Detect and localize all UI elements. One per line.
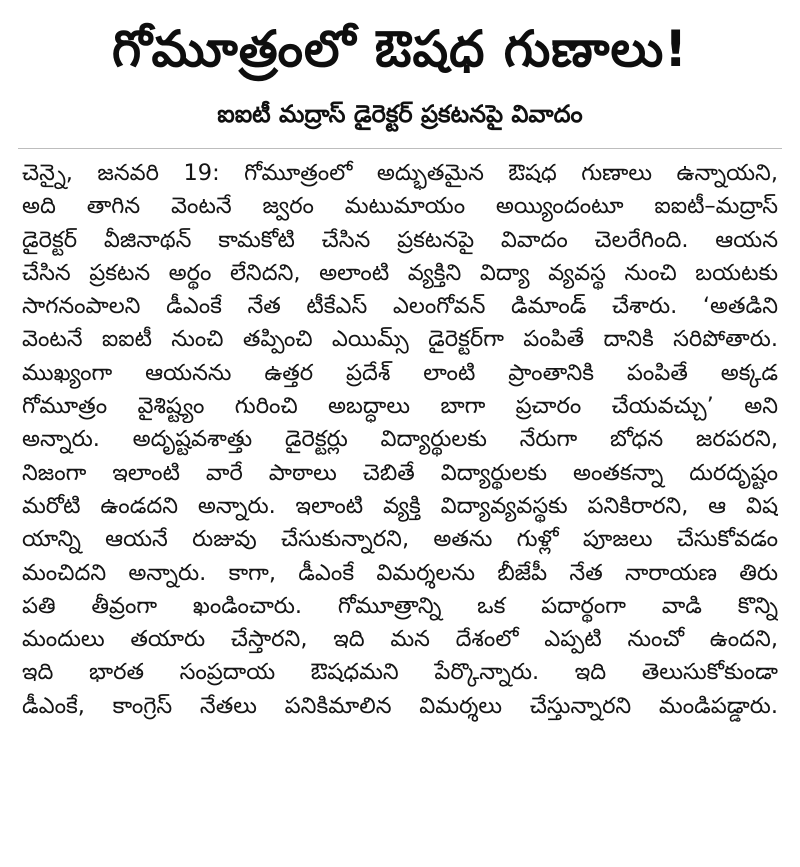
body-line: ఇది భారత సంప్రదాయ ఔషధమని పేర్కొన్నారు. ఇది తెలుసుకోకుండా — [22, 659, 778, 686]
body-line: పతి తీవ్రంగా ఖండించారు. గోమూత్రాన్ని ఒక పదార్థంగా వాడి కొన్ని — [22, 592, 778, 619]
body-line: వెంటనే ఐఐటీ నుంచి తప్పించి ఎయిమ్స్ డైరెక్టర్‌గా పంపితే దానికి సరిపోతారు. — [22, 326, 778, 353]
body-line: చేసిన ప్రకటన అర్థం లేనిదని, అలాంటి వ్యక్తిని విద్యా వ్యవస్థ నుంచి బయటకు — [22, 259, 778, 286]
body-line: యాన్ని ఆయనే రుజువు చేసుకున్నారని, అతను గుళ్లో పూజలు చేసుకోవడం — [22, 526, 778, 553]
body-line: చెన్నై, జనవరి 19: గోమూత్రంలో అద్భుతమైన ఔషధ గుణాలు ఉన్నాయని, — [22, 160, 778, 186]
headline: గోమూత్రంలో ఔషధ గుణాలు! — [111, 20, 689, 78]
body-line: అది తాగిన వెంటనే జ్వరం మటుమాయం అయ్యిందంటూ ఐఐటీ–మద్రాస్ — [22, 193, 778, 220]
article-body — [22, 157, 778, 723]
body-line: డీఎంకే, కాంగ్రెస్ నేతలు పనికిమాలిన విమర్శలు చేస్తున్నారని మండిపడ్డారు. — [22, 692, 778, 719]
body-line: మంచిదని అన్నారు. కాగా, డీఎంకే విమర్శలను బీజేపీ నేత నారాయణ తిరు — [22, 559, 778, 586]
divider — [18, 148, 782, 149]
body-line: మరోటి ఉండదని అన్నారు. ఇలాంటి వ్యక్తి విద్యావ్యవస్థకు పనికిరారని, ఆ విష — [22, 492, 778, 519]
body-line: అన్నారు. అదృష్టవశాత్తు డైరెక్టర్లు విద్యార్థులకు నేరుగా బోధన జరపరని, — [22, 426, 778, 453]
subheadline: ఐఐటీ మద్రాస్ డైరెక్టర్ ప్రకటనపై వివాదం — [217, 100, 583, 128]
body-line: సాగనంపాలని డీఎంకే నేత టీకేఎస్ ఎలంగోవన్ డిమాండ్ చేశారు. ‘అతడిని — [22, 293, 778, 320]
body-line: డైరెక్టర్ వీజినాథన్ కామకోటి చేసిన ప్రకటనపై వివాదం చెలరేగింది. ఆయన — [22, 226, 778, 253]
body-line: మందులు తయారు చేస్తారని, ఇది మన దేశంలో ఎప్పటి నుంచో ఉందని, — [22, 626, 778, 653]
body-line: నిజంగా ఇలాంటి వారే పాఠాలు చెబితే విద్యార్థులకు అంతకన్నా దురదృష్టం — [22, 459, 778, 486]
body-line: గోమూత్రం వైశిష్ట్యం గురించి అబద్ధాలు బాగా ప్రచారం చేయవచ్చు’ అని — [22, 393, 778, 420]
body-line: ముఖ్యంగా ఆయనను ఉత్తర ప్రదేశ్ లాంటి ప్రాంతానికి పంపితే అక్కడ — [22, 359, 778, 386]
